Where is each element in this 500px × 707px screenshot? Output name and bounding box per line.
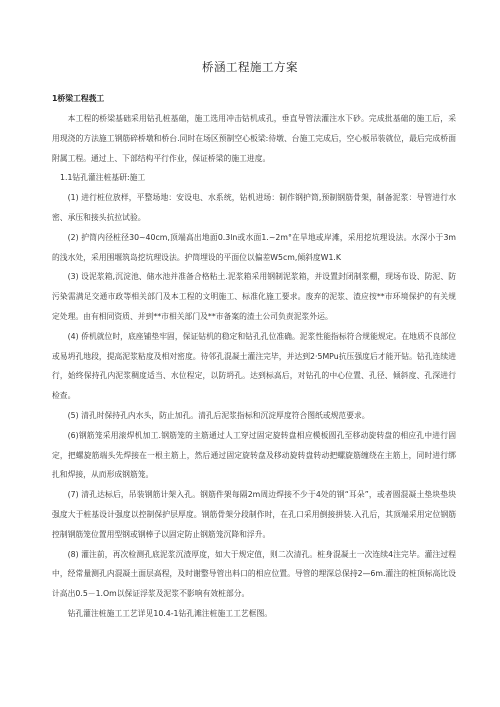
document-body [52, 92, 456, 624]
closing-paragraph: 钻孔灌注桩施工工艺详见10.4-1钻孔滩注桩施工工艺框图。 [67, 608, 273, 618]
section-heading: 1桥梁工程莪工 [52, 94, 105, 103]
step-4-paragraph: (4) 侨机就位时，底座铺垫牢固，保证钻机的稳定和钻孔孔位准确。泥浆性能指标符合规能规定。在地质不良部位或易坍孔地段，提高泥浆粘度及相对密度。待邻孔混凝土灌注完毕，并达到2·5MPu抗压强度后才能开钻。钻孔连续进行，始终保持孔内泥浆稠度适当、水位程定，以防坍孔。达到标高后，对钻孔的中心位置、孔径、倾斜度、孔深进行检查。 [52, 331, 456, 401]
step-5-paragraph: (5) 清孔时保持孔内水头，防止加孔。清孔后泥浆指标和沉淀厚度符合图纸或规范要求。 [67, 410, 370, 420]
step-7-paragraph: (7) 清孔达标后，吊装钢筋计架入孔。钢筋件架每隔2m周边焊接不少于4处的钢“耳朵”，或者圆混凝土垫块垫块强度大于桩基设计强度以控制保护层厚度。钢筋骨架分段制作时，在孔口采用倒接拼装.入孔后，其顶端采用定位钢筋控制钢筋笼位置用型钢或钢棒子以固定防止钢筋笼沉降和浮升。 [52, 490, 456, 539]
step-6-paragraph: (6)钢筋笼采用滚焊机加工.钢筋笼的主筋通过人工穿过固定旋转盘相应模板圆孔至移动旋转盘的相应孔中进行固定，把螺旋筋端头先焊接在一根主筋上，然后通过固定旋转盘及移动旋转盘转动把螺旋筋缠绕在主筋上，同时进行绑扎和焊接，从而形成钢筋笼。 [52, 430, 456, 480]
step-3-paragraph: (3) 设泥浆箱,沉淀池、储水池并准备合格粘土.泥浆箱采用钢制泥浆箱，并设置封闭制浆棚，现场布设、防泥、防污染需满足交通市政等相关部门及本工程的文明施工、标准化施工要求。废弃的泥浆、渣应按**市环境保护的有关规定处理。由有相同资质、并到**市相关部门及**市备案的渣土公司负责泥浆外运。 [52, 272, 456, 321]
document-title: 桥涵工程施工方案 [202, 60, 298, 74]
step-8-paragraph: (8) 灌注前，再次检测孔底泥浆沉渣厚度，如大于规定值，则二次清孔。桩身混凝土一次连续4注完毕。灌注过程中，经常量测孔内混凝土面层高程，及时谢整导管出料口的相应位置。导管的埋深总保持2—6m.灌注的桩顶标高比设计高出0.5－1.Om以保证浮浆及泥浆不影响有效桩部分。 [52, 549, 456, 599]
step-2-paragraph: (2) 护筒内径桩径30~40cm,顶端高出地面0.3ln或水面1.~2m°在旱地或岸滩，采用挖坑理设法。水深小于3m的浅水处，采用围堰筑岛挖坑理设法。护筒埋设的平面位以偏差W5cm,倾斜度W1.K [52, 232, 456, 262]
intro-paragraph: 本工程的桥梁基础采用钻孔桩基础，施工选用冲击钻机成孔，垂直导管法灌注水下砂。完成批基础的施工后，采用现浇的方法施工钢筋碎桥墩和桥台.同时在场区预制空心板梁:待墩、台施工完成后，空心板吊装就位，最后完成桥面附属工程。通过上、下部结构平行作业，保证桥梁的施工进度。 [52, 114, 456, 163]
subsection-heading: 1.1钻孔灌注桩基研:施工 [60, 173, 146, 183]
step-1-paragraph: (1) 进行桩位放样，平整场地：安设电、水系统，钻机进场：制作钢护筒,预制钢筋骨架，制备泥浆：导管进行水密、承压和接头抗拉试验。 [52, 193, 456, 222]
